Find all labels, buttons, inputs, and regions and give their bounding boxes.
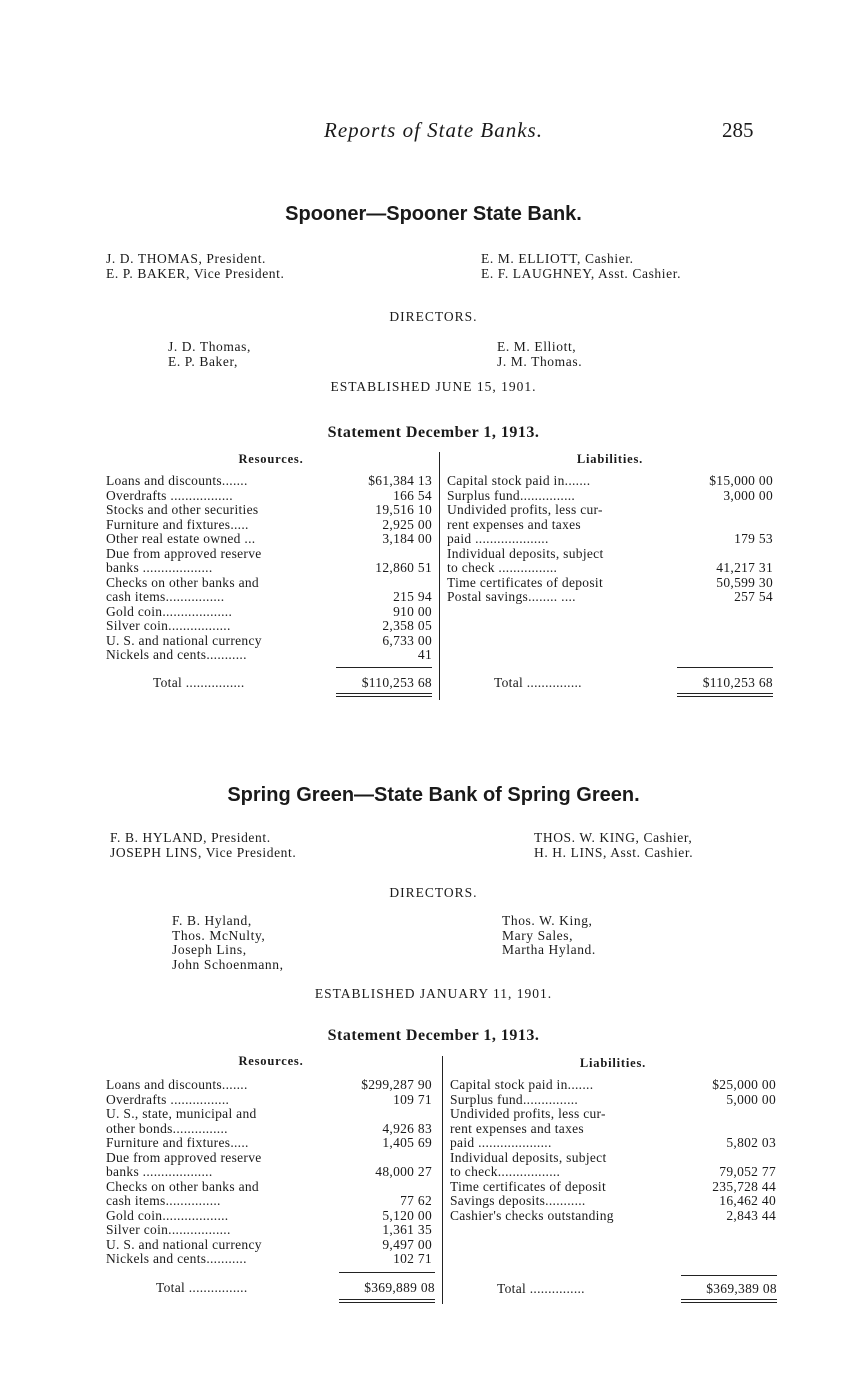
statement-title: Statement December 1, 1913. <box>327 424 540 441</box>
liabilities-total: $369,389 08 <box>706 1281 777 1296</box>
officer-line: E. M. ELLIOTT, Cashier. <box>481 251 634 266</box>
column-divider <box>439 452 440 700</box>
row-amount: $61,384 13 <box>368 473 432 488</box>
table-row <box>106 561 432 576</box>
resources-total-label: Total ................ <box>156 1280 248 1295</box>
row-label: Due from approved reserve <box>106 545 262 561</box>
row-label: Nickels and cents........... <box>106 1251 247 1266</box>
table-row <box>450 1078 776 1093</box>
page-number: 285 <box>722 118 754 142</box>
row-label: Time certificates of deposit <box>450 1178 606 1194</box>
table-row <box>447 576 773 591</box>
row-label: Individual deposits, subject <box>450 1149 607 1165</box>
row-label: Nickels and cents........... <box>106 647 247 662</box>
resources-table <box>106 1078 432 1267</box>
table-row <box>447 489 773 504</box>
director-name: John Schoenmann, <box>172 956 284 972</box>
liabilities-heading: Liabilities. <box>579 1056 647 1070</box>
total-rule <box>677 667 773 668</box>
row-label: Furniture and fixtures..... <box>106 1135 249 1150</box>
row-label: Cashier's checks outstanding <box>450 1207 614 1223</box>
statement-title: Statement December 1, 1913. <box>327 1027 540 1044</box>
director-name: Mary Sales, <box>502 927 574 943</box>
row-label: Surplus fund............... <box>447 487 576 503</box>
row-label: Silver coin................. <box>106 1222 231 1237</box>
table-row <box>447 503 773 518</box>
table-row <box>106 1078 432 1093</box>
table-row <box>447 590 773 605</box>
bank-title: Spooner—Spooner State Bank. <box>285 203 582 225</box>
total-rule <box>336 667 432 668</box>
established-date: ESTABLISHED JUNE 15, 1901. <box>330 379 537 394</box>
table-row <box>450 1122 776 1137</box>
table-row <box>106 1122 432 1137</box>
table-row <box>106 1093 432 1108</box>
row-label: banks ................... <box>106 1164 213 1179</box>
total-double-rule <box>336 693 432 697</box>
row-amount: 2,358 05 <box>382 618 432 633</box>
officer-line: F. B. HYLAND, President. <box>110 830 271 845</box>
resources-heading: Resources. <box>238 1054 304 1068</box>
officers-left <box>106 252 284 281</box>
resources-total-label: Total ................ <box>153 675 245 690</box>
row-amount: 16,462 40 <box>719 1193 776 1208</box>
row-label: Loans and discounts....... <box>106 473 248 488</box>
table-row <box>106 547 432 562</box>
director-name: J. M. Thomas. <box>497 353 583 369</box>
table-row <box>106 590 432 605</box>
row-amount: 1,405 69 <box>382 1135 432 1150</box>
table-row <box>106 1136 432 1151</box>
liabilities-total-label: Total ............... <box>494 675 582 690</box>
row-amount: 9,497 00 <box>382 1236 432 1252</box>
total-rule <box>339 1272 435 1273</box>
row-label: rent expenses and taxes <box>450 1120 584 1136</box>
table-row <box>106 648 432 663</box>
row-amount: 179 53 <box>734 531 773 546</box>
row-amount: 77 62 <box>400 1193 432 1208</box>
row-label: U. S. and national currency <box>106 1236 262 1252</box>
row-label: Loans and discounts....... <box>106 1077 248 1092</box>
total-double-rule <box>681 1299 777 1303</box>
row-label: Postal savings........ .... <box>447 589 576 604</box>
officer-line: JOSEPH LINS, Vice President. <box>110 844 297 860</box>
table-row <box>450 1107 776 1122</box>
established-date: ESTABLISHED JANUARY 11, 1901. <box>314 986 553 1001</box>
table-row <box>106 1180 432 1195</box>
row-label: Capital stock paid in....... <box>447 473 591 488</box>
table-row <box>447 532 773 547</box>
officer-line: J. D. THOMAS, President. <box>106 251 267 266</box>
row-label: Undivided profits, less cur- <box>447 502 603 517</box>
row-amount: 166 54 <box>393 487 432 503</box>
table-row <box>106 1165 432 1180</box>
table-row <box>106 518 432 533</box>
row-amount: 50,599 30 <box>716 574 773 590</box>
liabilities-total-label: Total ............... <box>497 1281 585 1296</box>
row-label: U. S., state, municipal and <box>106 1106 257 1121</box>
officers-right <box>481 252 681 281</box>
row-label: Surplus fund............... <box>450 1091 579 1107</box>
bank-title: Spring Green—State Bank of Spring Green. <box>227 784 640 806</box>
row-label: Checks on other banks and <box>106 1178 259 1194</box>
row-label: Checks on other banks and <box>106 574 259 590</box>
resources-table <box>106 474 432 663</box>
director-name: Martha Hyland. <box>502 942 596 957</box>
row-amount: 5,802 03 <box>726 1135 776 1150</box>
row-amount: 12,860 51 <box>375 560 432 575</box>
officers-left <box>110 831 296 860</box>
resources-total: $369,889 08 <box>364 1280 435 1295</box>
table-row <box>447 561 773 576</box>
row-amount: 2,843 44 <box>726 1207 776 1223</box>
table-row <box>106 576 432 591</box>
directors-heading: DIRECTORS. <box>389 309 478 324</box>
table-row <box>447 547 773 562</box>
row-amount: $25,000 00 <box>712 1077 776 1092</box>
row-label: cash items............... <box>106 1193 221 1208</box>
row-amount: 3,000 00 <box>723 487 773 503</box>
table-row <box>450 1151 776 1166</box>
officer-line: H. H. LINS, Asst. Cashier. <box>534 844 694 860</box>
resources-total: $110,253 68 <box>361 675 432 690</box>
row-label: Other real estate owned ... <box>106 531 256 546</box>
officer-line: E. F. LAUGHNEY, Asst. Cashier. <box>481 265 682 281</box>
table-row <box>450 1209 776 1224</box>
table-row <box>106 532 432 547</box>
row-amount: 2,925 00 <box>382 516 432 532</box>
directors-left <box>172 914 284 972</box>
total-double-rule <box>677 693 773 697</box>
table-row <box>106 1209 432 1224</box>
row-amount: 235,728 44 <box>712 1178 776 1194</box>
officer-line: THOS. W. KING, Cashier, <box>534 830 693 845</box>
row-label: paid .................... <box>447 531 549 546</box>
director-name: Thos. W. King, <box>502 913 593 928</box>
table-row <box>106 489 432 504</box>
table-row <box>106 1223 432 1238</box>
row-label: Capital stock paid in....... <box>450 1077 594 1092</box>
row-amount: 102 71 <box>393 1251 432 1266</box>
directors-heading: DIRECTORS. <box>389 885 478 900</box>
row-amount: 41 <box>417 647 432 662</box>
row-amount: 5,000 00 <box>726 1091 776 1107</box>
total-double-rule <box>339 1299 435 1303</box>
table-row <box>106 1151 432 1166</box>
running-title: Reports of State Banks. <box>324 118 543 142</box>
liabilities-table <box>450 1078 776 1223</box>
table-row <box>106 474 432 489</box>
director-name: F. B. Hyland, <box>172 913 252 928</box>
table-row <box>106 605 432 620</box>
table-row <box>106 634 432 649</box>
liabilities-heading: Liabilities. <box>576 452 644 466</box>
table-row <box>106 1238 432 1253</box>
table-row <box>106 1252 432 1267</box>
table-row <box>106 1107 432 1122</box>
row-amount: 910 00 <box>393 603 432 619</box>
row-label: Gold coin................... <box>106 603 233 619</box>
row-amount: 79,052 77 <box>719 1164 776 1179</box>
column-divider <box>442 1056 443 1304</box>
table-row <box>450 1165 776 1180</box>
row-amount: 19,516 10 <box>375 502 432 517</box>
row-label: Stocks and other securities <box>106 502 259 517</box>
row-label: Silver coin................. <box>106 618 231 633</box>
directors-left <box>168 340 251 369</box>
row-label: rent expenses and taxes <box>447 516 581 532</box>
table-row <box>106 503 432 518</box>
directors-right <box>502 914 596 958</box>
liabilities-total: $110,253 68 <box>702 675 773 690</box>
row-label: other bonds............... <box>106 1120 228 1136</box>
table-row <box>447 518 773 533</box>
row-amount: 41,217 31 <box>716 560 773 575</box>
row-amount: $15,000 00 <box>709 473 773 488</box>
row-label: Due from approved reserve <box>106 1149 262 1165</box>
row-amount: 215 94 <box>393 589 432 604</box>
row-label: Time certificates of deposit <box>447 574 603 590</box>
row-amount: 3,184 00 <box>382 531 432 546</box>
table-row <box>450 1093 776 1108</box>
row-label: Gold coin.................. <box>106 1207 229 1223</box>
row-label: Overdrafts ................ <box>106 1091 230 1107</box>
row-amount: 109 71 <box>393 1091 432 1107</box>
row-label: Savings deposits........... <box>450 1193 586 1208</box>
row-label: Overdrafts ................. <box>106 487 233 503</box>
officer-line: E. P. BAKER, Vice President. <box>106 265 285 281</box>
table-row <box>450 1180 776 1195</box>
table-row <box>106 1194 432 1209</box>
row-label: Undivided profits, less cur- <box>450 1106 606 1121</box>
table-row <box>450 1194 776 1209</box>
row-label: banks ................... <box>106 560 213 575</box>
row-amount: $299,287 90 <box>361 1077 432 1092</box>
row-amount: 5,120 00 <box>382 1207 432 1223</box>
director-name: Joseph Lins, <box>172 942 247 957</box>
row-label: to check................. <box>450 1164 561 1179</box>
director-name: E. M. Elliott, <box>497 339 577 354</box>
row-label: cash items................ <box>106 589 225 604</box>
table-row <box>447 474 773 489</box>
table-row <box>450 1136 776 1151</box>
row-amount: 48,000 27 <box>375 1164 432 1179</box>
total-rule <box>681 1275 777 1276</box>
row-label: U. S. and national currency <box>106 632 262 648</box>
liabilities-table <box>447 474 773 605</box>
row-label: Individual deposits, subject <box>447 545 604 561</box>
resources-heading: Resources. <box>238 452 304 466</box>
row-label: Furniture and fixtures..... <box>106 516 249 532</box>
director-name: E. P. Baker, <box>168 353 239 369</box>
table-row <box>106 619 432 634</box>
row-label: to check ................ <box>447 560 558 575</box>
director-name: Thos. McNulty, <box>172 927 266 943</box>
officers-right <box>534 831 693 860</box>
directors-right <box>497 340 582 369</box>
row-amount: 1,361 35 <box>382 1222 432 1237</box>
row-amount: 257 54 <box>734 589 773 604</box>
row-amount: 4,926 83 <box>382 1120 432 1136</box>
director-name: J. D. Thomas, <box>168 339 251 354</box>
row-amount: 6,733 00 <box>382 632 432 648</box>
row-label: paid .................... <box>450 1135 552 1150</box>
